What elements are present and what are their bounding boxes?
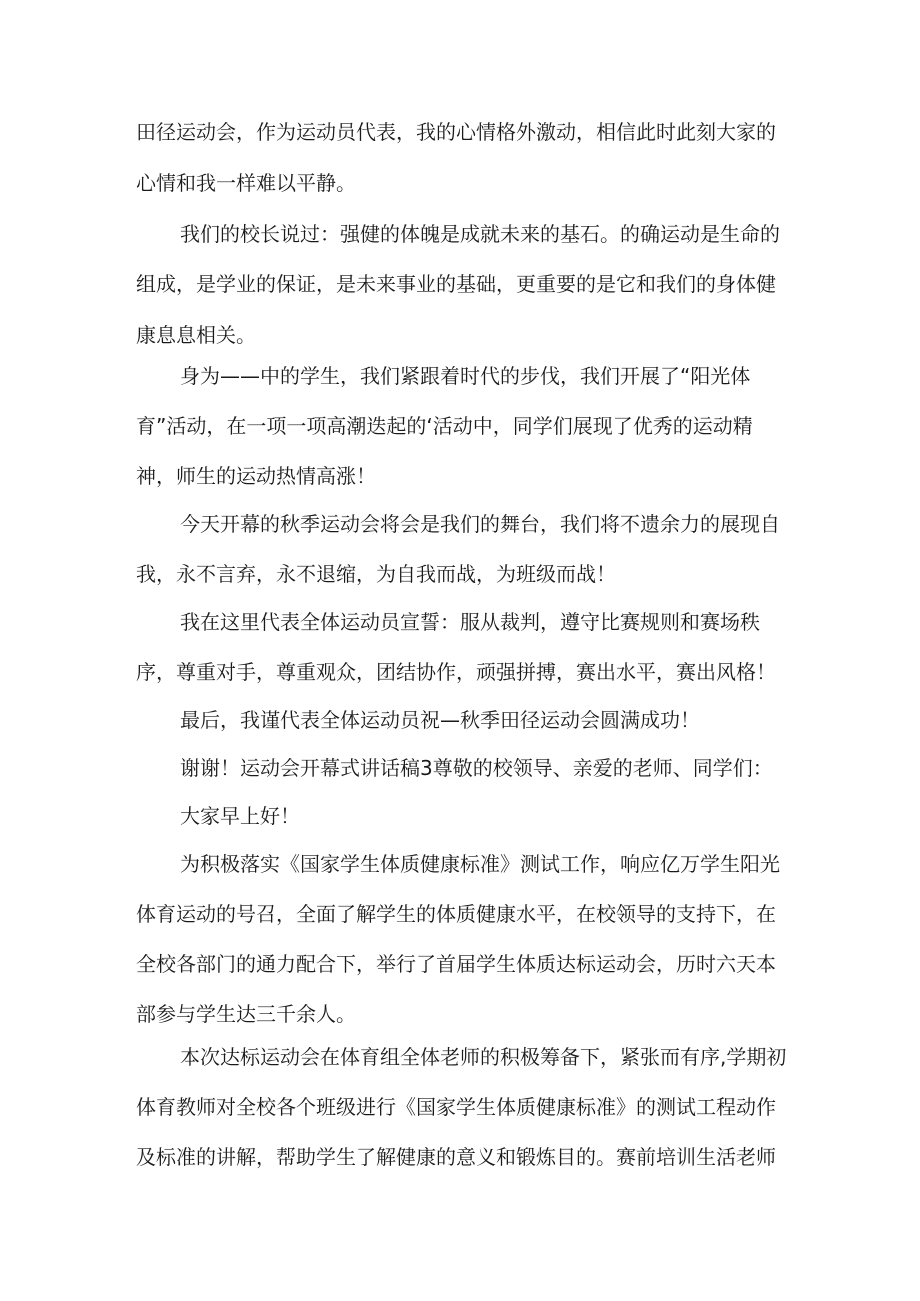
paragraph-3-line-1: 身为——中的学生，我们紧跟着时代的步伐，我们开展了“阳光体 bbox=[180, 364, 751, 388]
paragraph-1-line-2: 心情和我一样难以平静。 bbox=[136, 171, 356, 195]
paragraph-5-line-2: 序，尊重对手，尊重观众，团结协作，顽强拼搏，赛出水平，赛出风格！ bbox=[136, 660, 776, 684]
paragraph-2-line-2: 组成，是学业的保证，是未来事业的基础，更重要的是它和我们的身体健 bbox=[136, 272, 776, 296]
paragraph-9-line-4: 部参与学生达三千余人。 bbox=[136, 1002, 356, 1026]
paragraph-7-line-1: 谢谢！运动会开幕式讲话稿3尊敬的校领导、亲爱的老师、同学们： bbox=[180, 756, 773, 780]
paragraph-6-line-1: 最后，我谨代表全体运动员祝—秋季田径运动会圆满成功！ bbox=[180, 708, 700, 732]
paragraph-4-line-2: 我，永不言弃，永不退缩，为自我而战，为班级而战！ bbox=[136, 562, 616, 586]
paragraph-3-line-2: 育”活动，在一项一项高潮迭起的‘活动中，同学们展现了优秀的运动精 bbox=[136, 414, 753, 438]
paragraph-9-line-2: 体育运动的号召，全面了解学生的体质健康水平，在校领导的支持下，在 bbox=[136, 902, 776, 926]
paragraph-10-line-2: 体育教师对全校各个班级进行《国家学生体质健康标准》的测试工程动作 bbox=[136, 1095, 776, 1119]
paragraph-5-line-1: 我在这里代表全体运动员宣誓：服从裁判，遵守比赛规则和赛场秩 bbox=[180, 610, 760, 634]
paragraph-10-line-1: 本次达标运动会在体育组全体老师的积极筹备下，紧张而有序,学期初 bbox=[180, 1045, 787, 1069]
paragraph-9-line-1: 为积极落实《国家学生体质健康标准》测试工作，响应亿万学生阳光 bbox=[180, 852, 780, 876]
paragraph-10-line-3: 及标准的讲解，帮助学生了解健康的意义和锻炼目的。赛前培训生活老师 bbox=[136, 1145, 776, 1169]
paragraph-1-line-1: 田径运动会，作为运动员代表，我的心情格外激动，相信此时此刻大家的 bbox=[136, 120, 776, 144]
paragraph-4-line-1: 今天开幕的秋季运动会将会是我们的舞台，我们将不遗余力的展现自 bbox=[180, 512, 780, 536]
paragraph-2-line-1: 我们的校长说过：强健的体魄是成就未来的基石。的确运动是生命的 bbox=[180, 222, 780, 246]
paragraph-2-line-3: 康息息相关。 bbox=[136, 323, 256, 347]
paragraph-3-line-3: 神，师生的运动热情高涨！ bbox=[136, 464, 376, 488]
paragraph-8-line-1: 大家早上好！ bbox=[180, 804, 300, 828]
paragraph-9-line-3: 全校各部门的通力配合下，举行了首届学生体质达标运动会，历时六天本 bbox=[136, 952, 776, 976]
